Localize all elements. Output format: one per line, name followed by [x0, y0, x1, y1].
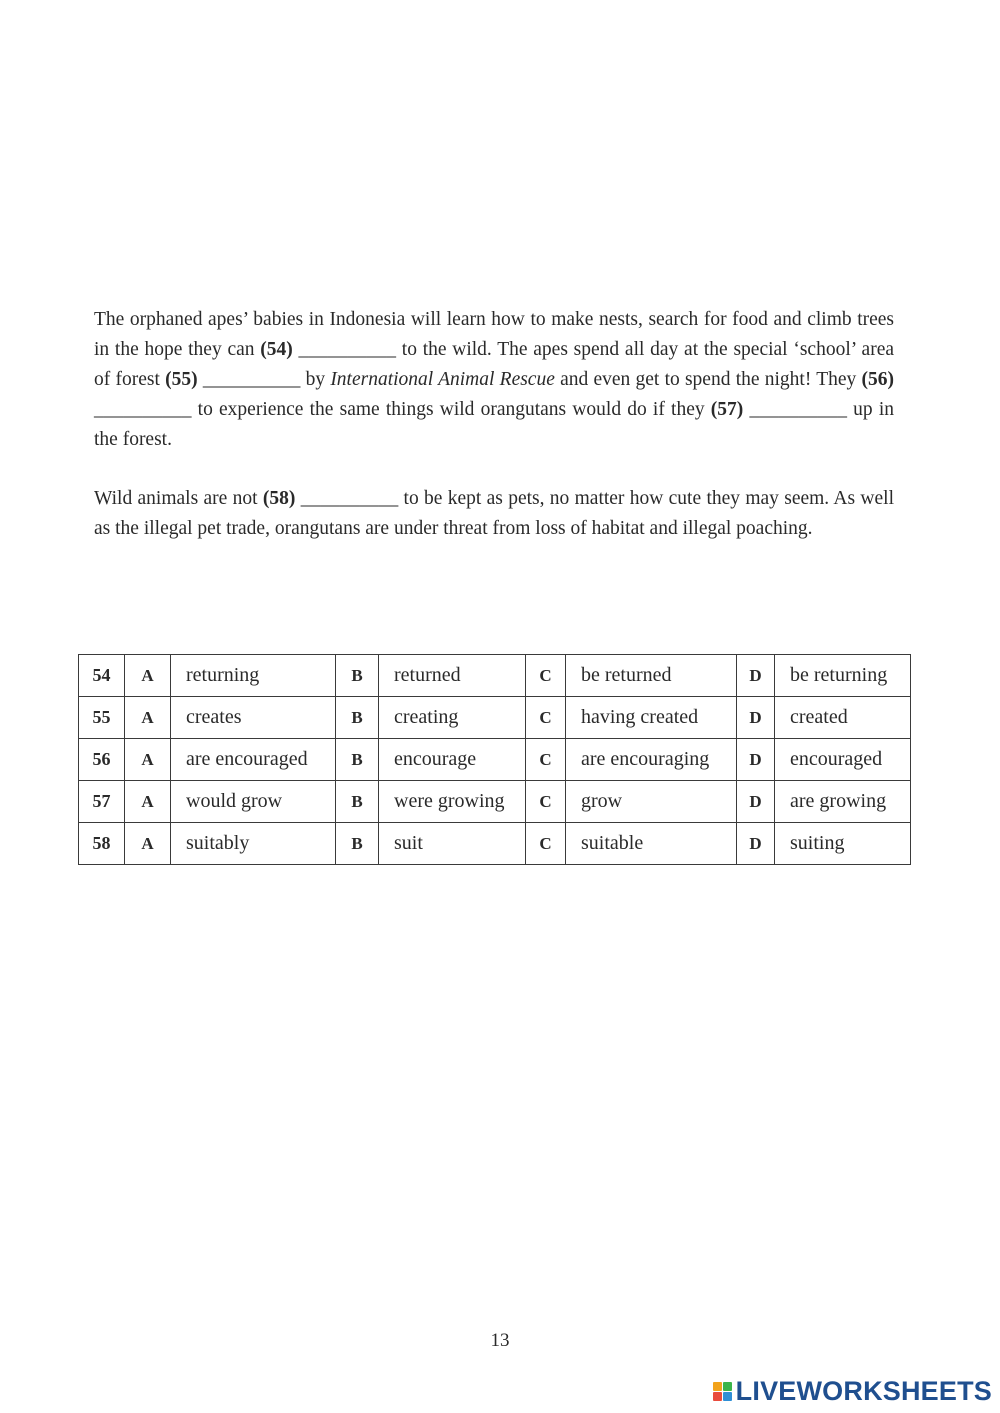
- option-letter-b: B: [336, 655, 379, 697]
- option-c[interactable]: having created: [566, 697, 737, 739]
- passage-text: by: [300, 369, 331, 390]
- organization-name: International Animal Rescue: [330, 369, 555, 390]
- option-letter-c: C: [526, 739, 566, 781]
- question-row-54: [79, 655, 911, 697]
- passage-paragraph-1: [94, 305, 894, 455]
- logo-tile: [723, 1382, 732, 1391]
- blank-58[interactable]: __________: [300, 488, 399, 509]
- option-letter-d: D: [737, 781, 775, 823]
- blank-55[interactable]: __________: [202, 369, 301, 390]
- passage-text: and even get to spend the night! They: [554, 369, 862, 390]
- passage-text: The orphaned apes’ babies in Indonesia will learn how to make nests, search for food and climb trees in the hope they can: [94, 309, 894, 360]
- passage-text: to experience the same things wild orangutans would do if they: [191, 399, 711, 420]
- option-letter-d: D: [737, 697, 775, 739]
- option-letter-d: D: [737, 823, 775, 865]
- option-c[interactable]: be returned: [566, 655, 737, 697]
- option-letter-a: A: [125, 823, 171, 865]
- question-row-58: [79, 823, 911, 865]
- liveworksheets-logo-icon: [713, 1382, 732, 1401]
- passage-text: to the wild. The apes spend all day at the special ‘school’ area of forest: [94, 339, 895, 390]
- option-letter-b: B: [336, 823, 379, 865]
- passage-text: to be kept as pets, no matter how cute they may seem. As well as the illegal pet trade, orangutans are under threat from loss of habitat and illegal poaching.: [94, 488, 894, 539]
- question-ref-56: (56): [861, 369, 894, 390]
- option-b[interactable]: encourage: [379, 739, 526, 781]
- option-letter-b: B: [336, 739, 379, 781]
- brand-name: LIVEWORKSHEETS: [735, 1376, 992, 1406]
- option-a[interactable]: would grow: [171, 781, 336, 823]
- option-d[interactable]: encouraged: [775, 739, 911, 781]
- passage-text: Wild animals are not: [94, 488, 263, 509]
- question-ref-55: (55): [165, 369, 198, 390]
- question-ref-57: (57): [710, 399, 744, 420]
- liveworksheets-brand[interactable]: [713, 1376, 992, 1407]
- question-number: 56: [79, 739, 125, 781]
- question-number: 57: [79, 781, 125, 823]
- option-a[interactable]: creates: [171, 697, 336, 739]
- option-letter-c: C: [526, 697, 566, 739]
- option-a[interactable]: are encouraged: [171, 739, 336, 781]
- option-letter-c: C: [526, 655, 566, 697]
- option-b[interactable]: returned: [379, 655, 526, 697]
- answer-options-table: [78, 654, 911, 865]
- question-number: 55: [79, 697, 125, 739]
- option-letter-c: C: [526, 781, 566, 823]
- option-c[interactable]: grow: [566, 781, 737, 823]
- option-letter-b: B: [336, 781, 379, 823]
- option-d[interactable]: created: [775, 697, 911, 739]
- option-letter-b: B: [336, 697, 379, 739]
- option-b[interactable]: suit: [379, 823, 526, 865]
- option-a[interactable]: suitably: [171, 823, 336, 865]
- passage-paragraph-2: [94, 484, 894, 544]
- option-letter-a: A: [125, 655, 171, 697]
- question-row-57: [79, 781, 911, 823]
- question-number: 54: [79, 655, 125, 697]
- option-letter-d: D: [737, 655, 775, 697]
- question-row-56: [79, 739, 911, 781]
- option-b[interactable]: were growing: [379, 781, 526, 823]
- option-c[interactable]: are encouraging: [566, 739, 737, 781]
- passage-text: up in the forest.: [94, 399, 894, 450]
- option-letter-a: A: [125, 781, 171, 823]
- option-letter-d: D: [737, 739, 775, 781]
- question-number: 58: [79, 823, 125, 865]
- logo-tile: [713, 1382, 722, 1391]
- logo-tile: [713, 1392, 722, 1401]
- option-letter-c: C: [526, 823, 566, 865]
- blank-56[interactable]: __________: [94, 399, 192, 420]
- option-d[interactable]: suiting: [775, 823, 911, 865]
- option-letter-a: A: [125, 739, 171, 781]
- option-c[interactable]: suitable: [566, 823, 737, 865]
- page-number: 13: [490, 1330, 510, 1351]
- option-letter-a: A: [125, 697, 171, 739]
- question-ref-54: (54): [260, 339, 293, 360]
- option-d[interactable]: be returning: [775, 655, 911, 697]
- option-b[interactable]: creating: [379, 697, 526, 739]
- question-ref-58: (58): [262, 488, 296, 509]
- logo-tile: [723, 1392, 732, 1401]
- question-row-55: [79, 697, 911, 739]
- option-d[interactable]: are growing: [775, 781, 911, 823]
- blank-54[interactable]: __________: [298, 339, 397, 360]
- blank-57[interactable]: __________: [749, 399, 847, 420]
- option-a[interactable]: returning: [171, 655, 336, 697]
